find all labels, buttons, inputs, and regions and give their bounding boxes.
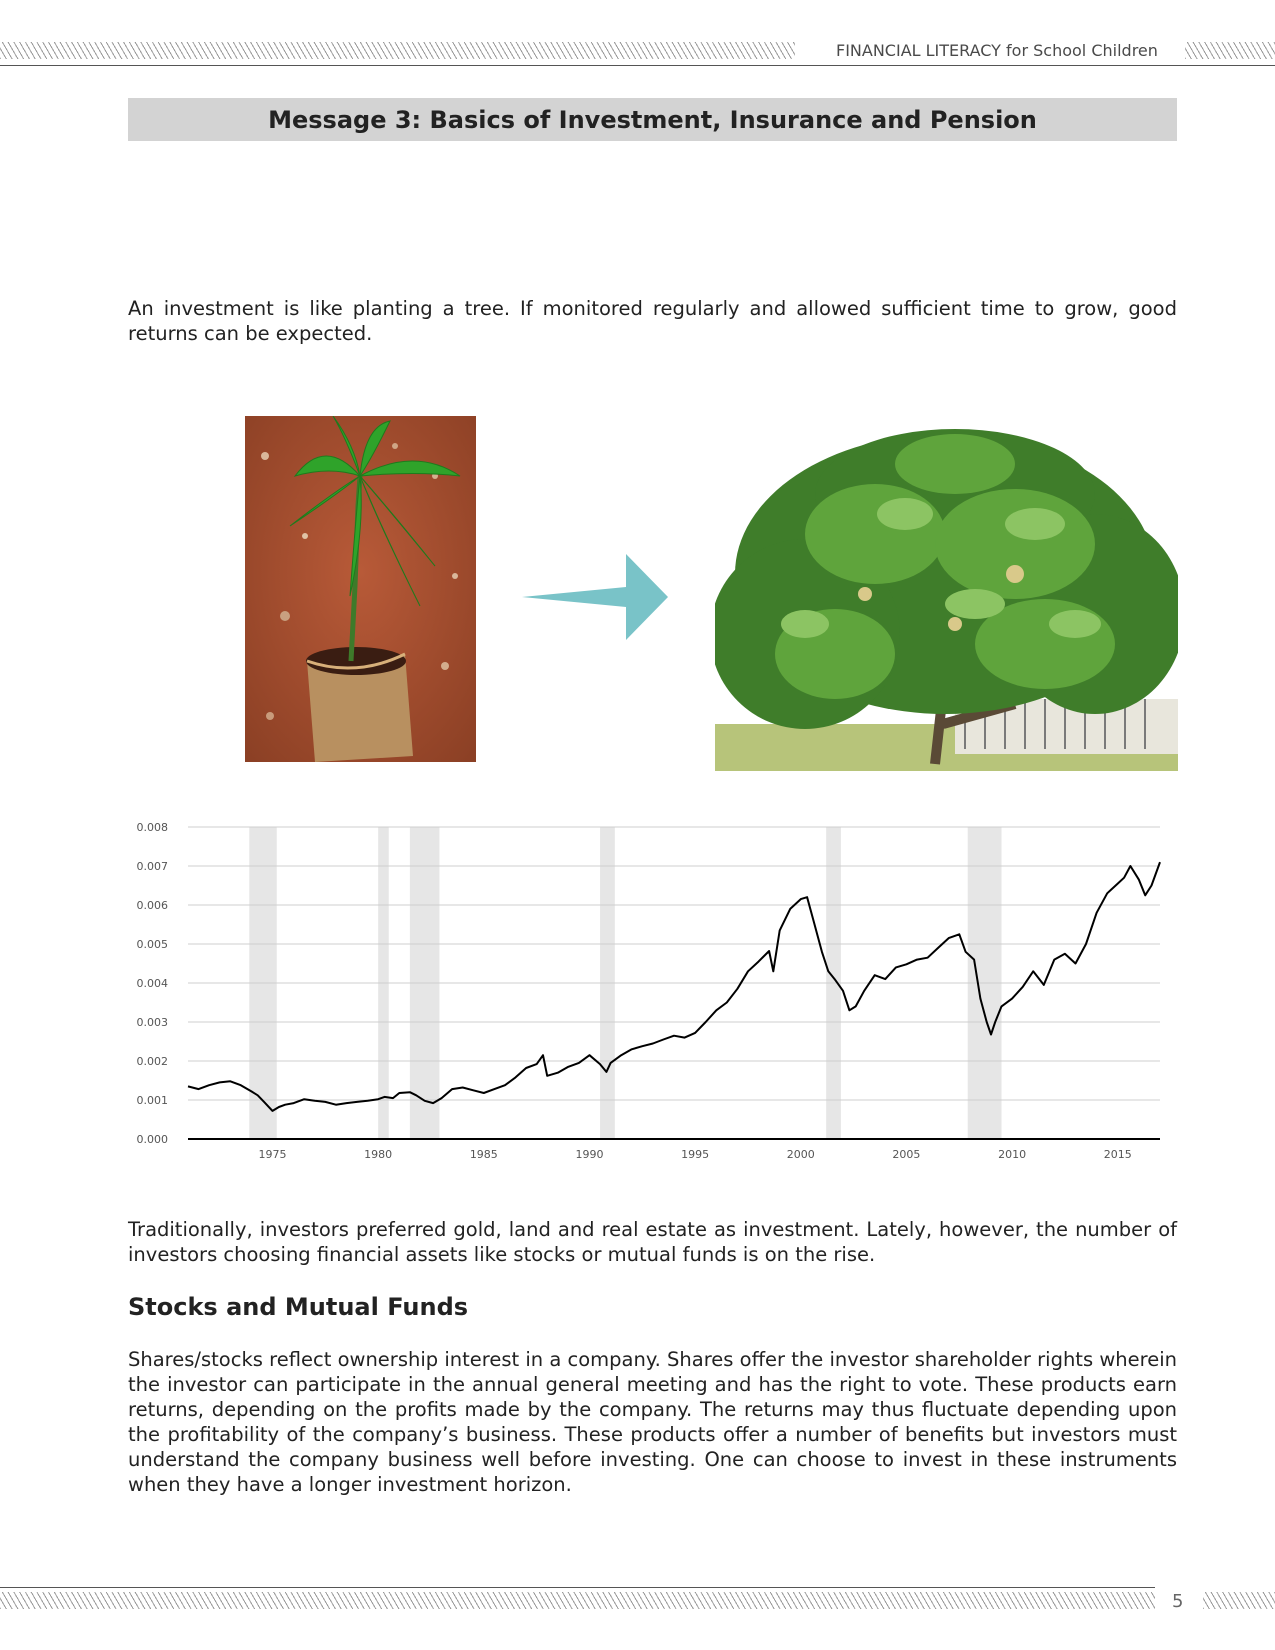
x-tick-label: 2010 xyxy=(998,1148,1027,1161)
footer-hatch-left xyxy=(0,1592,1155,1609)
x-tick-label: 1980 xyxy=(364,1148,393,1161)
y-tick-label: 0.008 xyxy=(136,821,168,834)
running-title: FINANCIAL LITERACY for School Children xyxy=(836,41,1158,60)
arrow-right-icon xyxy=(522,554,668,640)
x-tick-label: 1995 xyxy=(681,1148,710,1161)
y-tick-label: 0.004 xyxy=(136,977,168,990)
footer-hatch-right xyxy=(1203,1592,1275,1609)
sapling-photo xyxy=(245,416,476,762)
x-tick-label: 1990 xyxy=(575,1148,604,1161)
y-tick-label: 0.000 xyxy=(136,1133,168,1146)
x-tick-label: 2015 xyxy=(1103,1148,1132,1161)
section-heading: Stocks and Mutual Funds xyxy=(128,1293,469,1321)
paragraph-2: Traditionally, investors preferred gold, land and real estate as investment. Lately, however, the number of investors choosing financial assets like stocks or mutual funds is on the rise. xyxy=(128,1218,1177,1266)
y-tick-label: 0.006 xyxy=(136,899,168,912)
x-tick-label: 2005 xyxy=(892,1148,921,1161)
header-hatch-left xyxy=(0,42,795,59)
title-bar xyxy=(128,98,1177,141)
y-tick-label: 0.001 xyxy=(136,1094,168,1107)
y-tick-label: 0.007 xyxy=(136,860,168,873)
header-hatch-right xyxy=(1185,42,1275,59)
intro-paragraph: An investment is like planting a tree. If monitored regularly and allowed sufficient time to grow, good returns can be expected. xyxy=(128,297,1177,345)
y-tick-label: 0.005 xyxy=(136,938,168,951)
section-body: Shares/stocks reflect ownership interest in a company. Shares offer the investor shareholder rights wherein the investor can participate in the annual general meeting and has the right to vote. These products earn returns, depending on the profits made by the company. The returns may thus fluctuate depending upon the profitability of the company’s business. These products offer a number of benefits but investors must understand the company business well before investing. One can choose to invest in these instruments when they have a longer investment horizon. xyxy=(128,1348,1177,1496)
y-tick-label: 0.003 xyxy=(136,1016,168,1029)
footer-rule xyxy=(0,1587,1155,1588)
header-rule xyxy=(0,65,1275,66)
x-tick-label: 2000 xyxy=(786,1148,815,1161)
x-tick-label: 1985 xyxy=(469,1148,498,1161)
line-chart xyxy=(128,812,1168,1167)
page-title: Message 3: Basics of Investment, Insurance and Pension xyxy=(268,105,1037,134)
mature-tree-photo xyxy=(715,424,1178,771)
page-number: 5 xyxy=(1172,1591,1184,1612)
series-line xyxy=(188,862,1160,1111)
x-tick-label: 1975 xyxy=(258,1148,287,1161)
y-tick-label: 0.002 xyxy=(136,1055,168,1068)
